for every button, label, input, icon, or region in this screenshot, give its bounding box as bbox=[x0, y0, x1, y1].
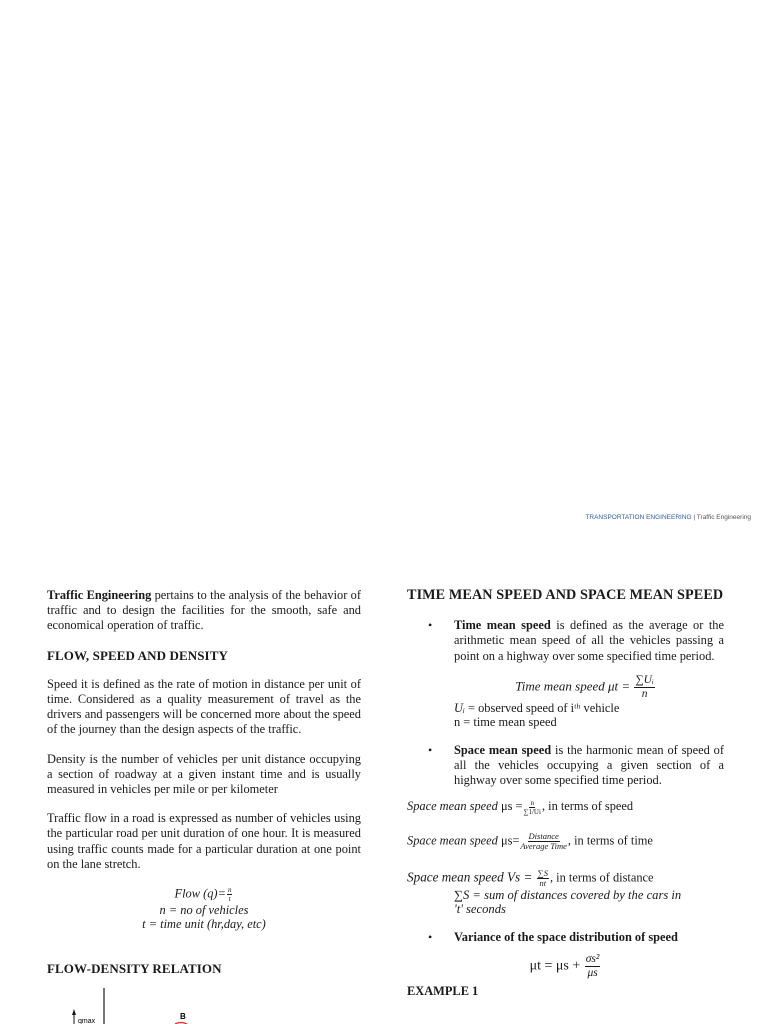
sms-time-tail: , in terms of time bbox=[567, 833, 653, 848]
sms-speed-formula bbox=[407, 798, 724, 816]
sum-definition-line-2: 't' seconds bbox=[454, 902, 506, 917]
tms-term: Time mean speed bbox=[454, 618, 551, 633]
graph-qmax-label: qmax bbox=[78, 1018, 96, 1024]
variance-list bbox=[407, 930, 724, 945]
variance-equation bbox=[407, 953, 724, 980]
sms-time-den: Average Time bbox=[520, 841, 567, 852]
sms-definition: is the harmonic mean of speed of all the vehicles occupying a given section of a highway over some specified time period. bbox=[454, 742, 724, 788]
sms-distance-fraction bbox=[537, 869, 549, 888]
tms-list bbox=[407, 618, 724, 664]
sms-speed-lhs: Space mean speed bbox=[407, 799, 498, 814]
tms-fraction bbox=[634, 674, 654, 701]
flow-n-definition: n = no of vehicles bbox=[159, 903, 249, 918]
flow-formula-block bbox=[47, 886, 361, 931]
left-column bbox=[47, 588, 361, 990]
running-header bbox=[585, 514, 751, 521]
intro-text: pertains to the analysis of the behavior of traffic and to design the facilities for the smooth, safe and economical operation of traffic. bbox=[47, 588, 361, 633]
sms-speed-mid: μs = bbox=[497, 799, 523, 814]
sms-distance-den: nt bbox=[539, 878, 547, 889]
sum-definition-line-1: ∑S = sum of distances covered by the cars in bbox=[454, 888, 682, 903]
variance-num: σs² bbox=[585, 953, 600, 966]
tms-fraction-num: ∑Uᵢ bbox=[635, 673, 654, 686]
sms-time-formula bbox=[407, 832, 724, 851]
variance-fraction bbox=[585, 953, 601, 980]
flow-fraction bbox=[227, 886, 233, 903]
flow-fraction-num: n bbox=[227, 886, 232, 895]
sms-speed-num: n bbox=[530, 799, 534, 808]
sms-distance-num: ∑S bbox=[537, 868, 548, 879]
speed-paragraph: Speed it is defined as the rate of motion in distance per unit of time. Considered as a quality measurement of travel as the drivers and passengers will be concerned more about the speed of the journey than the design aspects of the traffic. bbox=[47, 676, 361, 737]
example-heading: EXAMPLE 1 bbox=[407, 984, 479, 999]
ui-definition bbox=[454, 701, 724, 715]
variance-list-item bbox=[407, 930, 724, 945]
tms-definition: is defined as the average or the arithmetic mean speed of all the vehicles passing a point on a highway over some specified time period. bbox=[454, 618, 724, 663]
tms-fraction-den: n bbox=[641, 687, 648, 700]
flow-paragraph: Traffic flow in a road is expressed as number of vehicles using the particular road per unit duration of one hour. It is measured using traffic counts made for a particular duration at one point on the lane stretch. bbox=[47, 811, 361, 871]
flow-fraction-den: t bbox=[228, 895, 231, 904]
sms-speed-tail: , in terms of speed bbox=[541, 799, 634, 814]
n-definition: n = time mean speed bbox=[454, 714, 557, 729]
tms-equation-lhs: Time mean speed μt = bbox=[515, 678, 634, 694]
heading-flow-speed-density: FLOW, SPEED AND DENSITY bbox=[47, 647, 228, 663]
sms-distance-lhs: Space mean speed Vs = bbox=[407, 869, 536, 885]
sms-time-lhs: Space mean speed bbox=[407, 833, 498, 848]
flow-t-definition: t = time unit (hr,day, etc) bbox=[142, 917, 266, 932]
graph-point-b-label: B bbox=[180, 1012, 186, 1021]
variance-den: μs bbox=[587, 967, 598, 980]
sms-list bbox=[407, 743, 724, 789]
sms-time-mid: μs= bbox=[497, 833, 520, 848]
tms-equation bbox=[447, 674, 724, 701]
header-separator: | bbox=[691, 514, 697, 521]
flow-formula bbox=[47, 886, 361, 903]
right-column bbox=[407, 588, 724, 999]
header-book-title: TRANSPORTATION ENGINEERING bbox=[585, 514, 692, 521]
intro-paragraph bbox=[47, 588, 361, 634]
ui-text: = observed speed of iᵗʰ vehicle bbox=[464, 700, 620, 715]
sms-time-num: Distance bbox=[528, 831, 559, 842]
tms-list-item bbox=[407, 618, 724, 664]
graph-arrow-up bbox=[72, 1009, 76, 1015]
tms-definitions bbox=[454, 701, 724, 729]
density-paragraph: Density is the number of vehicles per unit distance occupying a section of roadway at a given instant time and is usually measured in vehicles per mile or per kilometer bbox=[47, 751, 361, 797]
variance-term: Variance of the space distribution of speed bbox=[454, 930, 678, 945]
sms-speed-fraction bbox=[524, 799, 541, 816]
heading-time-space-mean-speed: TIME MEAN SPEED AND SPACE MEAN SPEED bbox=[407, 587, 724, 603]
intro-term: Traffic Engineering bbox=[47, 588, 152, 602]
sms-term: Space mean speed bbox=[454, 742, 552, 757]
variance-lhs: μt = μs + bbox=[529, 959, 584, 974]
sms-list-item bbox=[407, 743, 724, 789]
sms-time-fraction bbox=[520, 832, 567, 851]
flow-density-graph bbox=[47, 982, 367, 1024]
sms-distance-formula bbox=[407, 869, 724, 888]
ui-symbol: Uᵢ bbox=[454, 700, 465, 715]
header-section: Traffic Engineering bbox=[696, 514, 751, 521]
sms-speed-den: ∑1/Ui bbox=[523, 808, 541, 817]
sms-distance-tail: , in terms of distance bbox=[549, 870, 654, 885]
heading-flow-density-relation: FLOW-DENSITY RELATION bbox=[47, 961, 222, 977]
flow-formula-lhs: Flow (q)= bbox=[174, 886, 226, 901]
